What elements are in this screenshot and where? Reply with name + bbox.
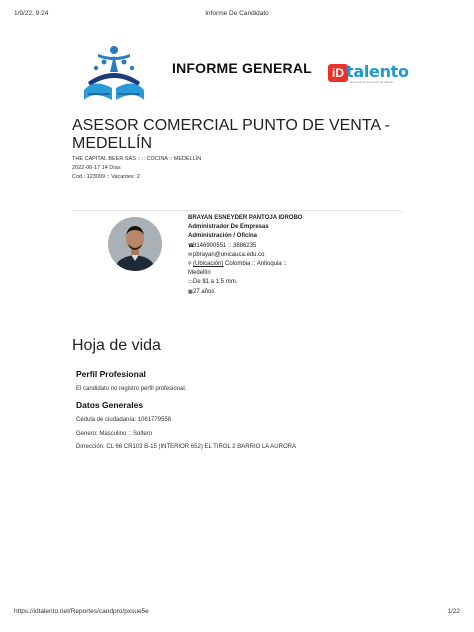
candidate-profession: Administrador De Empresas [188, 224, 269, 231]
candidate-age-row [188, 288, 302, 297]
candidate-salary: De $1 a 1.5 mm. [193, 279, 238, 286]
candidate-info [188, 214, 302, 297]
profile-section-title: Perfil Profesional [76, 369, 146, 379]
candidate-location-row [188, 260, 302, 269]
phone-icon: ☎ [188, 242, 195, 249]
job-title: ASESOR COMERCIAL PUNTO DE VENTA - MEDELLÍN [72, 117, 390, 152]
logo-brand-text: talento [346, 62, 409, 81]
general-data-title: Datos Generales [76, 400, 144, 410]
job-meta [72, 155, 201, 182]
candidate-email-row [188, 251, 302, 260]
print-footer [14, 608, 460, 620]
job-code-line: Cod.: 123099 :: Vacantes: 2 [72, 174, 140, 180]
candidate-city: Medellín [188, 270, 211, 277]
print-url: https://idtalento.net/Reportes/candpro/pxsue5e [14, 608, 149, 615]
money-icon: ▭ [188, 279, 193, 286]
candidate-area: Administración / Oficina [188, 233, 258, 240]
location-link[interactable]: (Ubicación) [193, 261, 224, 268]
id-number-line: Cédula de ciudadanía: 1061779558 [76, 417, 172, 423]
candidate-avatar [108, 217, 162, 271]
print-date: 1/9/22, 9:24 [14, 10, 49, 17]
map-pin-icon: ⚲ [188, 261, 192, 268]
job-company-line: THE CAPITAL BEER SAS :: :: COCINA :: MEDELLÍN [72, 156, 202, 162]
candidate-email[interactable]: pbrayan@unicauca.edu.co [193, 251, 265, 258]
calendar-icon: ▦ [188, 288, 193, 295]
candidate-phones-row [188, 242, 302, 251]
logo-tagline: Haciendo la selección de talento [350, 80, 394, 84]
idtalento-logo [328, 62, 409, 84]
email-icon: ✉ [188, 251, 193, 258]
job-date-line: 2022-06-17 14 Días [72, 165, 121, 171]
print-header [14, 10, 460, 22]
profile-section-text: El candidato no registro perfil profesional. [76, 386, 187, 392]
report-title: INFORME GENERAL [172, 60, 312, 76]
gender-line: Genero: Masculino :: Soltero [76, 431, 153, 437]
logo-id-mark: iD [328, 64, 348, 82]
organization-logo [74, 42, 154, 110]
cv-heading: Hoja de vida [72, 337, 161, 354]
print-page-count: 1/22 [447, 608, 460, 615]
print-title: Informe De Candidato [205, 10, 269, 17]
candidate-name: BRAYAN ESNEYDER PANTOJA IDROBO [188, 215, 303, 221]
address-line: Dirrección: CL 66 CR103 B-15 (INTERIOR 652) EL TIROL 2 BARRIO LA AURORA [76, 444, 296, 450]
candidate-phones: 3146900551 :: 3886235 [193, 242, 257, 249]
candidate-age: 27 años [193, 288, 215, 295]
candidate-salary-row [188, 278, 302, 287]
candidate-location: Colombia :: Antioquia :: [223, 261, 287, 268]
